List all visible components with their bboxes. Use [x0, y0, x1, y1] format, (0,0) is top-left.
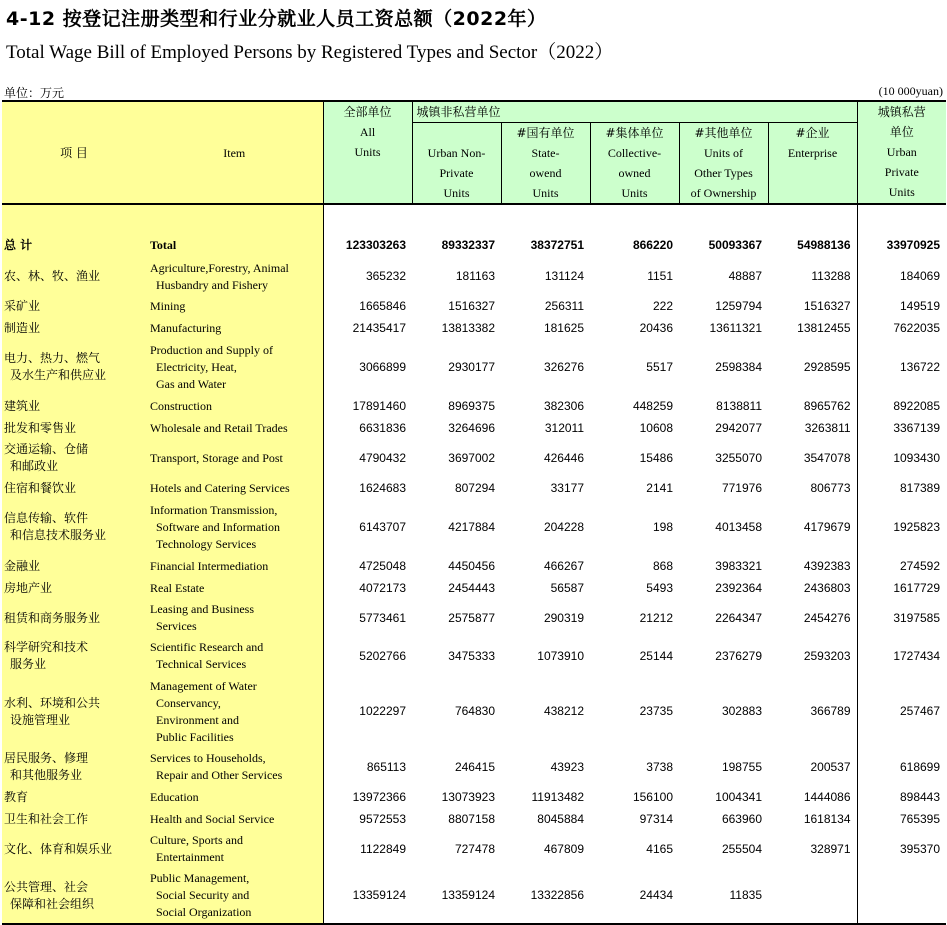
row-value: 6143707: [323, 499, 412, 555]
row-value: 97314: [639, 811, 673, 826]
row-value: 1665846: [323, 295, 412, 317]
row-value: 89332337: [441, 238, 495, 252]
row-value: 48887: [728, 269, 762, 283]
row-value: 618699: [857, 748, 946, 786]
row-value: 10608: [639, 420, 673, 435]
row-value: 2942077: [715, 420, 762, 435]
table-row: [2, 748, 946, 786]
table-row: [2, 258, 946, 295]
row-value: 4725048: [323, 555, 412, 577]
row-value: 15486: [639, 450, 673, 465]
row-value: 2376279: [715, 648, 762, 663]
row-item-en: Mining: [146, 295, 323, 317]
row-value: 865113: [323, 748, 412, 786]
row-value: 11835: [679, 868, 768, 924]
row-item-en: Education: [146, 786, 323, 808]
row-value: 6631836: [323, 417, 412, 439]
row-value: 395370: [857, 830, 946, 868]
table-row: [2, 786, 946, 808]
row-value: 2392364: [715, 580, 762, 595]
row-value: 4072173: [323, 577, 412, 599]
row-value: 448259: [632, 398, 673, 413]
row-value: 4217884: [448, 519, 495, 534]
row-name-cn: 总 计: [2, 204, 146, 258]
row-item-en: Scientific Research and Technical Services: [146, 637, 323, 675]
row-name-cn: 居民服务、修理 和其他服务业: [2, 748, 146, 786]
row-value: 5517: [646, 359, 673, 374]
table-row: [2, 599, 946, 637]
row-item-en: Real Estate: [146, 577, 323, 599]
header-urban-nonprivate-group: 城镇非私营单位: [412, 101, 857, 123]
row-value: 13359124: [323, 868, 412, 924]
row-value: 131124: [544, 269, 584, 283]
row-value: [768, 868, 857, 924]
row-value: 7622035: [857, 317, 946, 339]
page-title-cn: 4-12 按登记注册类型和行业分就业人员工资总额（2022年）: [6, 8, 547, 30]
row-value: 1516327: [803, 298, 851, 313]
table-row: [2, 555, 946, 577]
row-value: 13322856: [501, 868, 590, 924]
row-value: 136722: [857, 339, 946, 395]
unit-label-en: (10 000yuan): [878, 84, 943, 98]
row-value: 4165: [646, 841, 673, 856]
row-name-cn: 信息传输、软件 和信息技术服务业: [2, 499, 146, 555]
row-value: 156100: [632, 789, 673, 804]
row-value: 56587: [550, 580, 584, 595]
row-value: 326276: [543, 359, 584, 374]
row-name-cn: 水利、环境和公共 设施管理业: [2, 675, 146, 748]
row-value: 43923: [550, 759, 584, 774]
row-value: 198755: [721, 759, 762, 774]
row-item-en: Leasing and Business Services: [146, 599, 323, 637]
header-collective: #集体单位 Collective- owned Units: [590, 123, 679, 205]
row-value: 5202766: [323, 637, 412, 675]
row-name-cn: 住宿和餐饮业: [2, 477, 146, 499]
table-row: [2, 317, 946, 339]
header-other-types: #其他单位 Units of Other Types of Ownership: [679, 123, 768, 205]
row-value: 20436: [639, 320, 673, 335]
table-row: [2, 675, 946, 748]
row-item-en: Information Transmission, Software and Information Technology Services: [146, 499, 323, 555]
row-value: 868: [652, 558, 673, 573]
row-value: 5773461: [323, 599, 412, 637]
row-value: 1727434: [857, 637, 946, 675]
row-value: 8045884: [537, 811, 584, 826]
row-value: 5493: [646, 580, 673, 595]
row-value: 817389: [857, 477, 946, 499]
row-value: 23735: [639, 704, 673, 718]
row-value: 1093430: [857, 439, 946, 477]
row-value: 222: [652, 298, 673, 313]
row-value: 13359124: [412, 868, 501, 924]
table-row: [2, 439, 946, 477]
row-name-cn: 采矿业: [2, 295, 146, 317]
row-value: 38372751: [530, 238, 584, 252]
row-value: 50093367: [708, 238, 762, 252]
row-value: 898443: [857, 786, 946, 808]
row-name-cn: 电力、热力、燃气 及水生产和供应业: [2, 339, 146, 395]
row-value: 466267: [543, 558, 584, 573]
row-value: 246415: [454, 759, 495, 774]
row-value: 256311: [544, 298, 584, 313]
row-value: 3263811: [804, 420, 851, 435]
row-value: 1618134: [803, 811, 851, 826]
header-name: 项 目: [2, 101, 146, 204]
row-value: 1004341: [715, 789, 762, 804]
row-value: 8807158: [448, 811, 495, 826]
row-value: 4392383: [803, 558, 851, 573]
row-value: 4179679: [803, 519, 851, 534]
page-title-en: Total Wage Bill of Employed Persons by Registered Types and Sector（2022）: [6, 42, 614, 63]
row-value: 2264347: [715, 610, 762, 625]
row-value: 2141: [646, 480, 673, 495]
row-value: 8965762: [803, 398, 851, 413]
wage-table: [2, 100, 946, 925]
row-value: 1073910: [537, 648, 584, 663]
row-value: 17891460: [323, 395, 412, 417]
row-value: 33177: [550, 480, 584, 495]
row-value: 3547078: [803, 450, 851, 465]
row-item-en: Culture, Sports and Entertainment: [146, 830, 323, 868]
row-value: 1022297: [323, 675, 412, 748]
table-row: [2, 868, 946, 924]
row-value: 181625: [543, 320, 584, 335]
row-value: 727478: [454, 841, 495, 856]
row-value: 3475333: [448, 648, 495, 663]
table-row: [2, 577, 946, 599]
row-value: 467809: [543, 841, 584, 856]
row-name-cn: 房地产业: [2, 577, 146, 599]
total-row: [2, 204, 946, 258]
row-item-en: Construction: [146, 395, 323, 417]
row-value: 3264696: [448, 420, 495, 435]
row-value: 4013458: [715, 519, 762, 534]
unit-label-cn: 单位：万元: [4, 86, 65, 100]
row-value: 1925823: [857, 499, 946, 555]
header-urban-nonprivate: Urban Non- Private Units: [412, 123, 501, 205]
row-item-en: Public Management, Social Security and Social Organization: [146, 868, 323, 924]
row-value: 8969375: [448, 398, 495, 413]
row-value: 2575877: [448, 610, 495, 625]
row-value: 3697002: [448, 450, 495, 465]
row-item-en: Transport, Storage and Post: [146, 439, 323, 477]
row-item-en: Management of Water Conservancy, Environment and Public Facilities: [146, 675, 323, 748]
row-value: 807294: [454, 480, 495, 495]
row-item-en: Wholesale and Retail Trades: [146, 417, 323, 439]
row-value: 2436803: [803, 580, 851, 595]
row-name-cn: 教育: [2, 786, 146, 808]
row-value: 1617729: [857, 577, 946, 599]
row-item-en: Services to Households, Repair and Other Services: [146, 748, 323, 786]
row-value: 274592: [857, 555, 946, 577]
row-value: 8138811: [716, 398, 762, 413]
table-row: [2, 830, 946, 868]
row-name-cn: 建筑业: [2, 395, 146, 417]
row-value: 366789: [810, 704, 851, 718]
row-value: 123303263: [323, 204, 412, 258]
row-value: 1122849: [323, 830, 412, 868]
row-value: 184069: [857, 258, 946, 295]
row-name-cn: 文化、体育和娱乐业: [2, 830, 146, 868]
row-value: 11913482: [531, 789, 584, 804]
row-value: 2454443: [448, 580, 495, 595]
row-value: 21212: [639, 610, 673, 625]
row-value: 3738: [646, 759, 673, 774]
header-all-units: 全部单位 All Units: [323, 101, 412, 204]
row-value: 198: [652, 519, 673, 534]
row-name-cn: 金融业: [2, 555, 146, 577]
header-state-owned: #国有单位 State- owend Units: [501, 123, 590, 205]
row-value: 200537: [810, 759, 851, 774]
row-name-cn: 农、林、牧、渔业: [2, 258, 146, 295]
header-urban-private: 城镇私营 单位 Urban Private Units: [857, 101, 946, 204]
row-value: 771976: [721, 480, 762, 495]
row-value: 2593203: [803, 648, 851, 663]
row-value: 365232: [323, 258, 412, 295]
row-value: 3255070: [715, 450, 762, 465]
row-value: 764830: [454, 704, 495, 718]
row-value: 13813382: [441, 320, 495, 335]
row-value: 1444086: [803, 789, 851, 804]
row-name-cn: 公共管理、社会 保障和社会组织: [2, 868, 146, 924]
row-item-en: Total: [146, 204, 323, 258]
row-value: 290319: [543, 610, 584, 625]
row-value: 1516327: [448, 298, 495, 313]
row-value: 806773: [810, 480, 851, 495]
row-value: 9572553: [323, 808, 412, 830]
row-value: 663960: [721, 811, 762, 826]
row-value: 33970925: [857, 204, 946, 258]
row-value: 3367139: [857, 417, 946, 439]
row-value: 3197585: [857, 599, 946, 637]
row-value: 1624683: [323, 477, 412, 499]
table-row: [2, 417, 946, 439]
header-item: Item: [146, 101, 323, 204]
table-row: [2, 499, 946, 555]
row-value: 1259794: [715, 298, 762, 313]
row-value: 312011: [544, 420, 584, 435]
row-value: 13611321: [709, 320, 762, 335]
row-value: 382306: [543, 398, 584, 413]
row-value: 13972366: [323, 786, 412, 808]
row-value: 25144: [639, 648, 673, 663]
row-value: 13812455: [797, 320, 851, 335]
row-value: [857, 868, 946, 924]
row-value: 13073923: [441, 789, 495, 804]
row-value: 113288: [811, 269, 851, 283]
row-value: 2598384: [715, 359, 762, 374]
row-value: 3983321: [715, 558, 762, 573]
row-value: 2454276: [803, 610, 851, 625]
row-value: 426446: [543, 450, 584, 465]
row-value: 765395: [857, 808, 946, 830]
row-value: 438212: [543, 704, 584, 718]
row-value: 181163: [455, 269, 495, 283]
row-value: 24434: [590, 868, 679, 924]
row-value: 149519: [857, 295, 946, 317]
row-item-en: Financial Intermediation: [146, 555, 323, 577]
row-name-cn: 交通运输、仓储 和邮政业: [2, 439, 146, 477]
table-row: [2, 339, 946, 395]
table-row: [2, 808, 946, 830]
row-item-en: Production and Supply of Electricity, Heat, Gas and Water: [146, 339, 323, 395]
row-value: 54988136: [797, 238, 851, 252]
header-enterprise: #企业 Enterprise: [768, 123, 857, 205]
row-value: 3066899: [323, 339, 412, 395]
row-value: 204228: [543, 519, 584, 534]
row-value: 257467: [857, 675, 946, 748]
row-item-en: Manufacturing: [146, 317, 323, 339]
row-value: 8922085: [857, 395, 946, 417]
row-value: 2928595: [803, 359, 851, 374]
row-value: 255504: [721, 841, 762, 856]
row-value: 4790432: [323, 439, 412, 477]
row-value: 21435417: [323, 317, 412, 339]
row-item-en: Agriculture,Forestry, Animal Husbandry and Fishery: [146, 258, 323, 295]
table-row: [2, 395, 946, 417]
table-row: [2, 295, 946, 317]
row-item-en: Hotels and Catering Services: [146, 477, 323, 499]
table-row: [2, 477, 946, 499]
row-value: 866220: [632, 238, 673, 252]
row-value: 1151: [647, 269, 673, 283]
row-value: 2930177: [448, 359, 495, 374]
row-item-en: Health and Social Service: [146, 808, 323, 830]
row-value: 4450456: [448, 558, 495, 573]
row-value: 302883: [721, 704, 762, 718]
row-name-cn: 租赁和商务服务业: [2, 599, 146, 637]
row-name-cn: 卫生和社会工作: [2, 808, 146, 830]
row-name-cn: 科学研究和技术 服务业: [2, 637, 146, 675]
row-name-cn: 制造业: [2, 317, 146, 339]
row-value: 328971: [810, 841, 851, 856]
row-name-cn: 批发和零售业: [2, 417, 146, 439]
table-row: [2, 637, 946, 675]
